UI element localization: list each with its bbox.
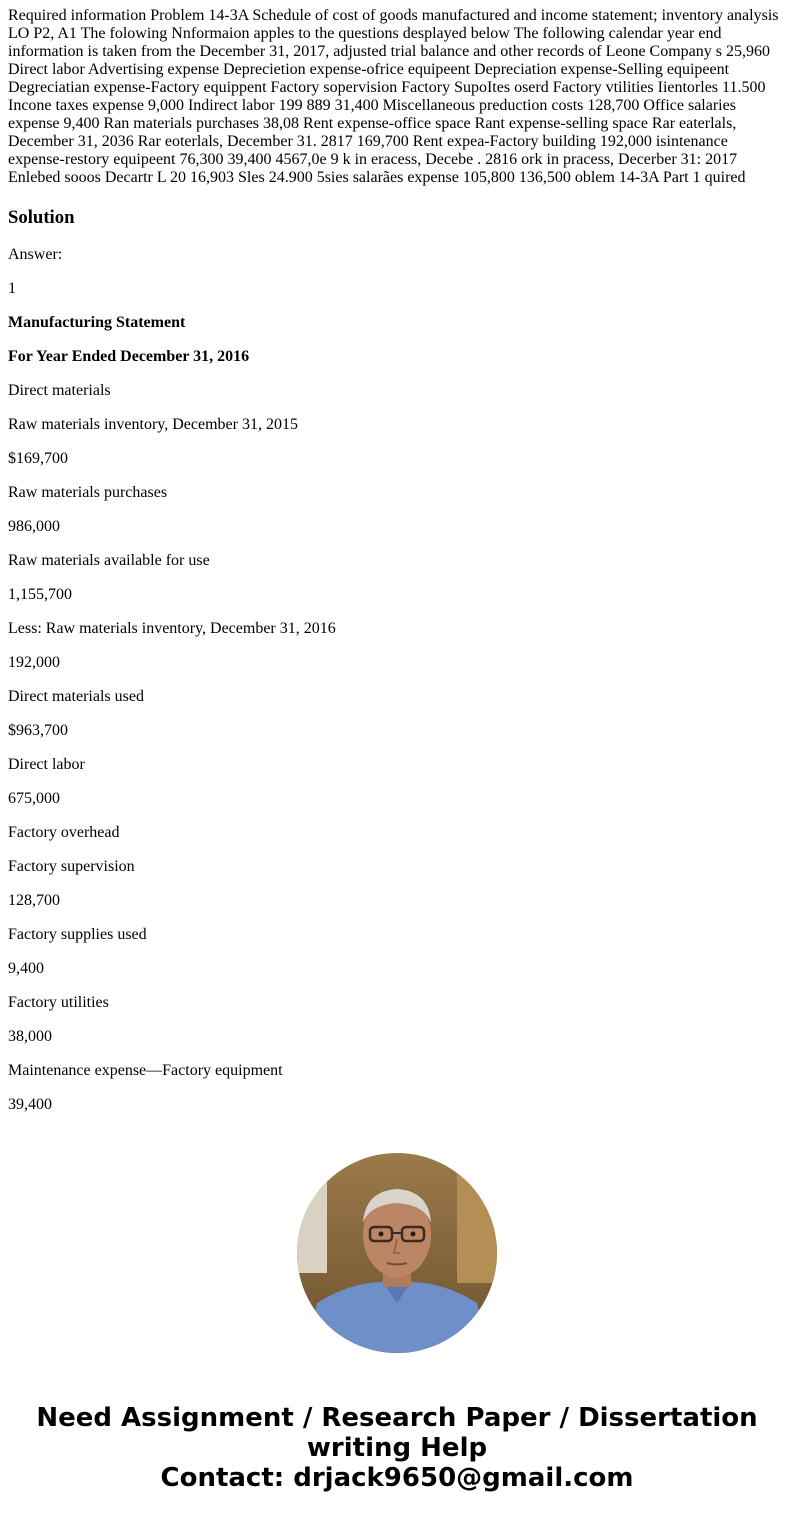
question-text: Required information Problem 14-3A Schedule of cost of goods manufactured and income statement; inventory analysis LO P2, A1 The folowing Nnformaion apples to the questions desplayed below The following calendar year end information is taken from the December 31, 2017, adjusted trial balance and other records of Leone Company s 25,960 Direct labor Advertising expense Deprecietion expense-ofrice equipeent Depreciation expense-Selling equipeent Degreciatian expense-Factory equippent Factory sopervision Factory SupoItes oserd Factory vtilities Iientorles 11.500 Incone taxes expense 9,000 Indirect labor 199 889 31,400 Miscellaneous preduction costs 128,700 Office salaries expense 9,400 Ran materials purchases 38,08 Rent expense-office space Rant expense-selling space Rar eaterlals, December 31, 2036 Rar eoterlals, December 31. 2817 169,700 Rent expea-Factory building 192,000 isintenance expense-restory equipeent 76,300 39,400 4567,0e 9 k in eracess, Decebe . 2816 ork in pracess, Decerber 31: 2017 Enlebed sooos Decartr L 20 16,903 Sles 24.900 5sies salarães expense 105,800 136,500 oblem 14-3A Part 1 quired: [8, 7, 779, 186]
statement-value: 675,000: [8, 790, 60, 807]
statement-value: $963,700: [8, 722, 68, 739]
statement-line: Raw materials available for use: [8, 552, 210, 569]
statement-value: 1,155,700: [8, 586, 72, 603]
promo-line-2: writing Help: [306, 1433, 488, 1463]
statement-period: For Year Ended December 31, 2016: [8, 348, 250, 365]
statement-line: Raw materials purchases: [8, 484, 168, 501]
statement-value: $169,700: [8, 450, 68, 467]
avatar: [297, 1153, 497, 1353]
statement-value: 9,400: [8, 960, 44, 977]
statement-line: Raw materials inventory, December 31, 2015: [8, 416, 298, 433]
solution-heading: Solution: [8, 207, 75, 228]
statement-value: 39,400: [8, 1096, 52, 1113]
part-number: 1: [8, 280, 16, 297]
statement-value: 128,700: [8, 892, 60, 909]
document-body: [8, 7, 786, 1114]
statement-line: Direct materials: [8, 382, 111, 399]
statement-line: Factory utilities: [8, 994, 109, 1011]
statement-value: 192,000: [8, 654, 60, 671]
promo-line-1: Need Assignment / Research Paper / Dissertation: [36, 1403, 758, 1433]
statement-value: 986,000: [8, 518, 60, 535]
promo-banner: [0, 1403, 794, 1493]
statement-value: 38,000: [8, 1028, 52, 1045]
promo-contact: Contact: drjack9650@gmail.com: [160, 1463, 634, 1493]
statement-line: Direct labor: [8, 756, 85, 773]
answer-label: Answer:: [8, 246, 63, 263]
statement-line: Maintenance expense—Factory equipment: [8, 1062, 283, 1079]
statement-line: Factory overhead: [8, 824, 120, 841]
statement-line: Direct materials used: [8, 688, 144, 705]
statement-title: Manufacturing Statement: [8, 314, 186, 331]
statement-line: Less: Raw materials inventory, December 31, 2016: [8, 620, 336, 637]
statement-line: Factory supervision: [8, 858, 135, 875]
statement-line: Factory supplies used: [8, 926, 147, 943]
avatar-portrait-icon: [297, 1153, 497, 1353]
